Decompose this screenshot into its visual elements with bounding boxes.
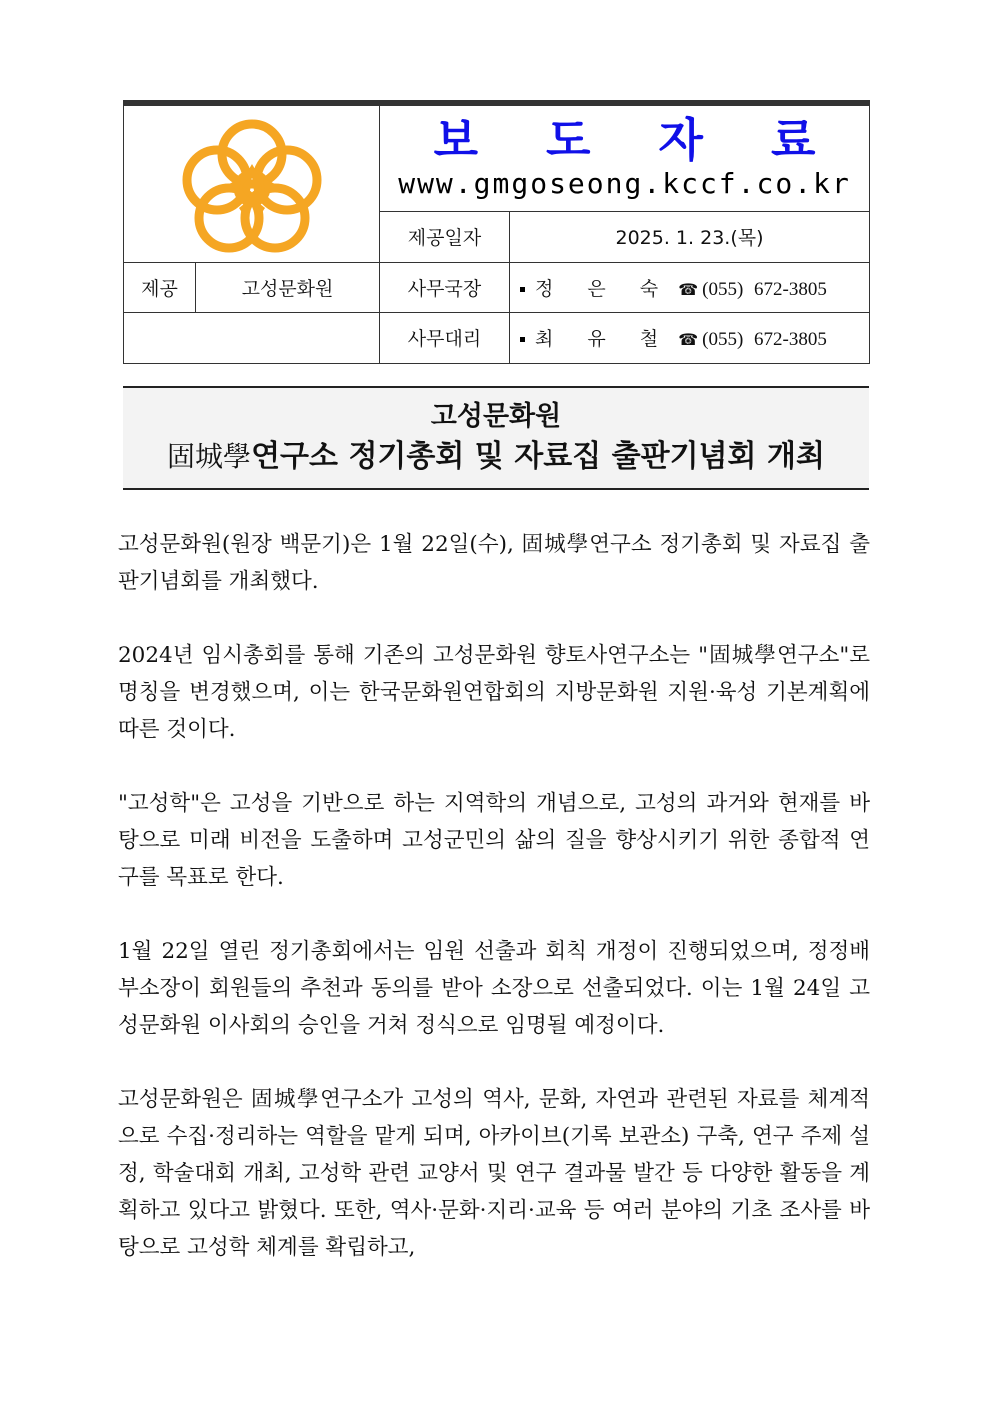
- date-label: 제공일자: [380, 211, 510, 262]
- headline-line-1: 고성문화원: [430, 401, 562, 432]
- press-header-table: [123, 100, 870, 364]
- paragraph-1: 고성문화원(원장 백문기)은 1월 22일(수), 固城學연구소 정기총회 및 자료집 출판기념회를 개최했다.: [118, 532, 870, 594]
- contact-phone-1: (055) 672-3805: [702, 278, 827, 300]
- contact-1: [510, 262, 870, 312]
- logo-cell: [124, 103, 380, 262]
- bullet-icon: [520, 337, 525, 342]
- headline-line-2: [123, 437, 869, 477]
- headline-box: [123, 386, 869, 490]
- contact-name-1: 정 은 숙: [535, 277, 673, 300]
- paragraph-2: 2024년 임시총회를 통해 기존의 고성문화원 향토사연구소는 "固城學연구소"로 명칭을 변경했으며, 이는 한국문화원연합회의 지방문화원 지원·육성 기본계획에 따른 것이다.: [118, 643, 870, 742]
- empty-cell: [124, 312, 380, 363]
- paragraph-4: 1월 22일 열린 정기총회에서는 임원 선출과 회칙 개정이 진행되었으며, 정정배 부소장이 회원들의 추천과 동의를 받아 소장으로 선출되었다. 이는 1월 24일 고성문화원 이사회의 승인을 거쳐 정식으로 임명될 예정이다.: [118, 939, 870, 1038]
- headline-hanja: 固城學: [167, 440, 252, 473]
- title-cell: [380, 103, 870, 211]
- website-url: www.gmgoseong.kccf.co.kr: [398, 167, 851, 201]
- contact-2: [510, 312, 870, 363]
- provider-label: 제공: [124, 262, 196, 312]
- contact-name-2: 최 유 철: [535, 328, 673, 350]
- contact-role-1: 사무국장: [380, 262, 510, 312]
- article-body: [118, 526, 870, 1303]
- provider-value: 고성문화원: [196, 262, 380, 312]
- paragraph-3: "고성학"은 고성을 기반으로 하는 지역학의 개념으로, 고성의 과거와 현재를 바탕으로 미래 비전을 도출하며 고성군민의 삶의 질을 향상시키기 위한 종합적 연구를 목표로 한다.: [118, 791, 870, 890]
- phone-icon: ☎: [678, 330, 699, 349]
- paragraph-5: 고성문화원은 固城學연구소가 고성의 역사, 문화, 자연과 관련된 자료를 체계적으로 수집·정리하는 역할을 맡게 되며, 아카이브(기록 보관소) 구축, 연구 주제 설정, 학술대회 개최, 고성학 관련 교양서 및 연구 결과물 발간 등 다양한 활동을 계획하고 있다고 밝혔다. 또한, 역사·문화·지리·교육 등 여러 분야의 기초 조사를 바탕으로 고성학 체계를 확립하고,: [118, 1087, 870, 1260]
- headline-text: 연구소 정기총회 및 자료집 출판기념회 개최: [251, 439, 825, 474]
- bullet-icon: [520, 287, 525, 292]
- contact-phone-2: (055) 672-3805: [702, 329, 827, 350]
- culture-center-logo-icon: [179, 114, 325, 254]
- phone-icon: ☎: [678, 279, 699, 299]
- contact-role-2: 사무대리: [380, 312, 510, 363]
- press-release-title: 보 도 자 료: [433, 113, 842, 168]
- date-value: 2025. 1. 23.(목): [510, 211, 870, 262]
